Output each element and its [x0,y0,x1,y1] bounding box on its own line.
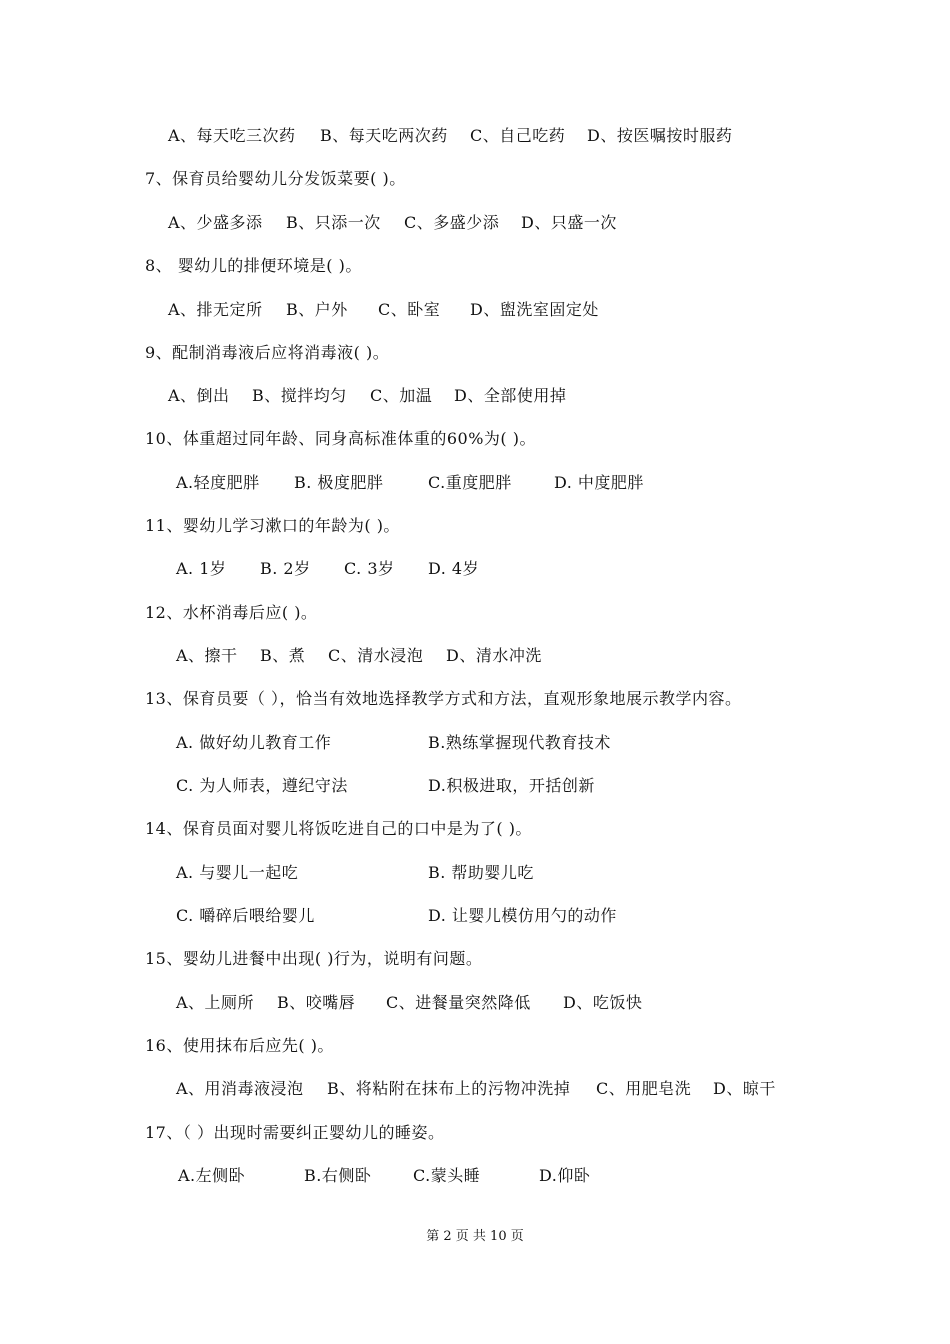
q11-option-a: A. 1岁 [176,559,227,578]
q9-option-b: B、搅拌均匀 [252,386,347,405]
q7-option-c: C、多盛少添 [404,213,500,232]
q10-option-c: C.重度肥胖 [428,473,512,492]
question-8-stem: 8、 婴幼儿的排便环境是( )。 [145,256,362,275]
q8-option-b: B、户外 [286,300,348,319]
q6-option-c: C、自己吃药 [470,126,566,145]
page-number: 第 2 页 共 10 页 [426,1229,524,1244]
q12-option-d: D、清水冲洗 [446,646,542,665]
q8-option-d: D、盥洗室固定处 [470,300,599,319]
question-17-stem: 17、（ ）出现时需要纠正婴幼儿的睡姿。 [145,1123,445,1142]
q16-option-a: A、用消毒液浸泡 [176,1079,304,1098]
q9-option-a: A、倒出 [168,386,230,405]
q10-option-b: B. 极度肥胖 [294,473,384,492]
q6-option-b: B、每天吃两次药 [320,126,448,145]
q16-option-c: C、用肥皂洗 [596,1079,692,1098]
q9-option-d: D、全部使用掉 [454,386,567,405]
q17-option-c: C.蒙头睡 [413,1166,481,1185]
q7-option-a: A、少盛多添 [168,213,263,232]
q8-option-c: C、卧室 [378,300,441,319]
q15-option-a: A、上厕所 [176,993,255,1012]
q13-option-b: B.熟练掌握现代教育技术 [428,733,611,752]
q11-option-b: B. 2岁 [260,559,311,578]
q14-option-b: B. 帮助婴儿吃 [428,863,534,882]
question-15-stem: 15、婴幼儿进餐中出现( )行为，说明有问题。 [145,949,483,968]
question-11-stem: 11、婴幼儿学习漱口的年龄为( )。 [145,516,400,535]
q12-option-c: C、清水浸泡 [328,646,424,665]
q15-option-c: C、进餐量突然降低 [386,993,531,1012]
q15-option-d: D、吃饭快 [563,993,643,1012]
q8-option-a: A、排无定所 [168,300,263,319]
q14-option-a: A. 与婴儿一起吃 [176,863,299,882]
q13-option-c: C. 为人师表，遵纪守法 [176,776,348,795]
q6-option-a: A、每天吃三次药 [168,126,296,145]
question-10-stem: 10、体重超过同年龄、同身高标准体重的60%为( )。 [145,429,536,448]
q7-option-d: D、只盛一次 [521,213,617,232]
q16-option-d: D、晾干 [713,1079,776,1098]
q11-option-d: D. 4岁 [428,559,480,578]
q10-option-d: D. 中度肥胖 [554,473,644,492]
q12-option-b: B、煮 [260,646,306,665]
q17-option-b: B.右侧卧 [304,1166,372,1185]
question-13-stem: 13、保育员要（ ），恰当有效地选择教学方式和方法，直观形象地展示教学内容。 [145,689,742,708]
q14-option-d: D. 让婴儿模仿用勺的动作 [428,906,617,925]
q7-option-b: B、只添一次 [286,213,381,232]
question-7-stem: 7、保育员给婴幼儿分发饭菜要( )。 [145,169,406,188]
q17-option-d: D.仰卧 [539,1166,591,1185]
question-14-stem: 14、保育员面对婴儿将饭吃进自己的口中是为了( )。 [145,819,532,838]
q14-option-c: C. 嚼碎后喂给婴儿 [176,906,315,925]
q17-option-a: A.左侧卧 [178,1166,246,1185]
q15-option-b: B、咬嘴唇 [277,993,356,1012]
q12-option-a: A、擦干 [176,646,238,665]
q10-option-a: A.轻度肥胖 [176,473,260,492]
q9-option-c: C、加温 [370,386,433,405]
q16-option-b: B、将粘附在抹布上的污物冲洗掉 [327,1079,571,1098]
q13-option-a: A. 做好幼儿教育工作 [176,733,332,752]
question-12-stem: 12、水杯消毒后应( )。 [145,603,318,622]
question-9-stem: 9、配制消毒液后应将消毒液( )。 [145,343,390,362]
question-16-stem: 16、使用抹布后应先( )。 [145,1036,334,1055]
q6-option-d: D、按医嘱按时服药 [587,126,733,145]
q13-option-d: D.积极进取，开括创新 [428,776,595,795]
q11-option-c: C. 3岁 [344,559,395,578]
